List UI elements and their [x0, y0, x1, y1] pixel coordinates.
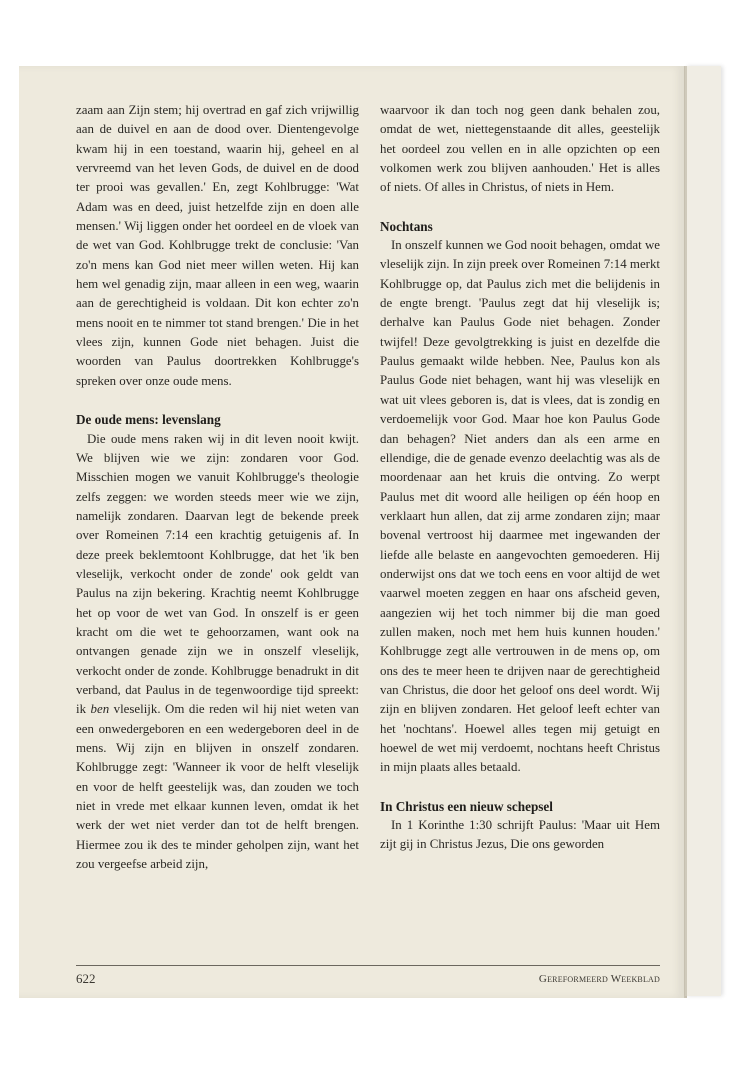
footer-rule: [76, 965, 660, 966]
left-column: [76, 101, 359, 874]
emphasis: ben: [90, 702, 110, 717]
section-heading: De oude mens: levenslang: [76, 412, 221, 428]
paragraph: [76, 430, 359, 875]
next-page-edge: [685, 66, 721, 996]
section-heading: Nochtans: [380, 218, 433, 234]
section-heading: In Christus een nieuw schepsel: [380, 798, 553, 814]
page-number: 622: [76, 971, 96, 986]
paragraph: In 1 Korinthe 1:30 schrijft Paulus: 'Maar uit Hem zijt gij in Christus Jezus, Die ons geworden: [380, 818, 660, 852]
paragraph: In onszelf kunnen we God nooit behagen, omdat we vleselijk zijn. In zijn preek over Romeinen 7:14 merkt Kohlbrugge op, dat Paulus zich met die belijdenis in de engte brengt. 'Paulus zegt dat hij vleselijk is; derhalve kan Paulus Gode niet behagen. Zonder twijfel! Deze gevolgtrekking is juist en dezelfde die Paulus gemaakt wilde hebben. Nee, Paulus kon als Paulus Gode niet behagen, want hij was vleselijk en wat uit vlees geboren is, dat is vlees, dat is zondig en verdoemelijk voor God. Maar hoe kon Paulus Gode dan behagen? Niet anders dan als een arme en ellendige, die de genade evenzo deelachtig was als de moordenaar aan het kruis die ontving. Zo werpt Paulus met dit woord alle heiligen op één hoop en verklaart hun allen, dat zij arme zondaren zijn; maar bovenal vertroost hij daarmee met ingewanden der liefde alle belaste en aangevochten gemoederen. Hij onderwijst ons dat we toch eens en voor altijd de wet vaarwel moeten zeggen en haar ons afscheid geven, aangezien wij het toch nimmer bij die man goed zullen maken, noch met hem huis kunnen houden.' Kohlbrugge zegt alle vertrouwen in de mens op, om ons des te meer heen te drijven naar de gerechtigheid van Christus, die door het geloof ons deel wordt. Wij zijn en blijven zondaren. Het geloof leeft echter van het 'nochtans'. Hoewel alles tegen mij getuigt en hoewel de wet mij verdoemt, nochtans heeft Christus in mijn plaats alles betaald.: [380, 238, 660, 775]
paragraph: zaam aan Zijn stem; hij overtrad en gaf zich vrijwillig aan de duivel en aan de dood over. Dientengevolge kwam hij in een toestand, waarin hij, geheel en al vervreemd van het leven Gods, de duivel en de dood ter prooi was gevallen.' En, zegt Kohlbrugge: 'Wat Adam was en deed, juist hetzelfde zijn en doen alle mensen.' Wij liggen onder het oordeel en de vloek van de wet van God. Kohlbrugge trekt de conclusie: 'Van zo'n mens kan God niet meer willen weten. Hij kan hem wel genadig zijn, maar alleen in een weg, waarin aan de gerechtigheid is voldaan. Dit kon echter zo'n mens nooit en te nimmer tot stand brengen.' Die in het vlees zijn, kunnen Gode niet behagen. Juist die woorden van Paulus doortrekken Kohlbrugge's spreken over onze oude mens.: [76, 103, 359, 388]
paragraph-text: Die oude mens raken wij in dit leven nooit kwijt. We blijven wie we zijn: zondaren voor God. Misschien mogen we vanuit Kohlbrugge's theologie zelfs zeggen: we worden steeds meer wie we zijn, namelijk zondaren. Daarvan legt de bekende preek over Romeinen 7:14 een krachtig getuigenis af. In deze preek beklemtoont Kohlbrugge, dat het 'ik ben vleselijk, verkocht onder de zonde' ook geldt van Paulus na zijn bekering. Krachtig neemt Kohlbrugge het op voor de wet van God. In onszelf is er geen kracht om die wet te gehoorzamen, want ook na ontvangen genade zijn we in onszelf vleselijk, verkocht onder de zonde. Kohlbrugge benadrukt in dit verband, dat Paulus in de tegenwoordige tijd spreekt: ik: [76, 431, 359, 717]
paragraph: waarvoor ik dan toch nog geen dank behalen zou, omdat de wet, niettegenstaande dit alles, geestelijk het oordeel zou vellen en in alle opzichten op een volkomen werk zou blijven aanhouden.' Het is alles of niets. Of alles in Christus, of niets in Hem.: [380, 103, 660, 195]
paragraph-text: vleselijk. Om die reden wil hij niet weten van een onwedergeboren en een wedergeboren deel in de mens. Wij zijn en blijven in onszelf zondaren. Kohlbrugge zegt: 'Wanneer ik voor de helft vleselijk en voor de helft geestelijk was, dan zouden we toch niet in vrede met elkaar kunnen leven, omdat ik het werk der wet niet verder dan tot de helft brengen. Hiermee zou ik des te minder geholpen zijn, want het zou vergeefse arbeid zijn,: [76, 702, 360, 872]
right-column: [380, 101, 660, 855]
publication-name: Gereformeerd Weekblad: [538, 973, 660, 985]
